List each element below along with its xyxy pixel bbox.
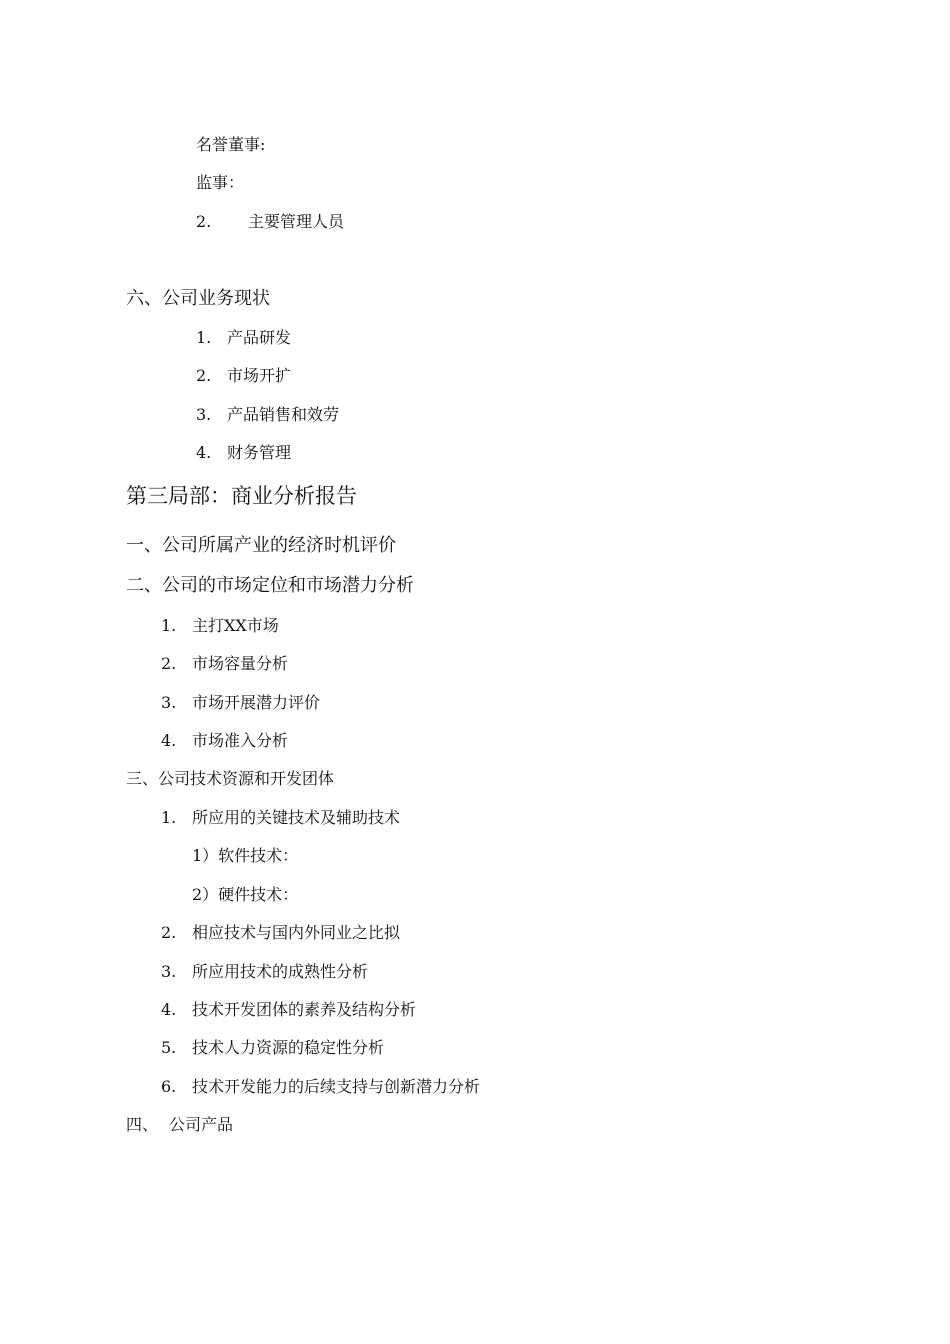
section-heading: 一、公司所属产业的经济时机评价 — [126, 535, 396, 556]
supervisor-label: 监事： — [196, 173, 245, 192]
list-item-number: 2. — [196, 212, 212, 231]
list-item-number: 2. — [161, 923, 177, 942]
section-number: 四、 — [126, 1115, 159, 1134]
list-item-text: 技术开发团体的素养及结构分析 — [192, 1000, 417, 1019]
honorary-director-label: 名誉董事: — [196, 135, 266, 154]
list-item-text: 相应技术与国内外同业之比拟 — [192, 923, 401, 942]
list-item — [161, 1000, 416, 1020]
section-heading: 三、公司技术资源和开发团体 — [126, 769, 335, 788]
list-item-number: 2. — [196, 366, 212, 385]
list-item — [161, 808, 400, 828]
list-item-number: 1. — [161, 616, 177, 635]
sub-list-item: 1）软件技术： — [192, 846, 299, 865]
list-item-number: 3. — [196, 405, 212, 424]
list-item — [161, 616, 279, 636]
list-item-number: 3. — [161, 693, 177, 712]
list-item-text: 所应用的关键技术及辅助技术 — [192, 808, 401, 827]
list-item-number: 4. — [196, 443, 212, 462]
list-item-number: 5. — [161, 1038, 177, 1057]
list-item-text: 市场准入分析 — [192, 731, 289, 750]
list-item-text: 技术开发能力的后续支持与创新潜力分析 — [192, 1077, 481, 1096]
list-item — [161, 1038, 384, 1058]
list-item-text: 所应用技术的成熟性分析 — [192, 962, 369, 981]
list-item-number: 2. — [161, 654, 177, 673]
list-item-number: 4. — [161, 1000, 177, 1019]
list-item — [161, 731, 288, 751]
list-item-number: 1. — [161, 808, 177, 827]
list-item-number: 4. — [161, 731, 177, 750]
list-item — [196, 212, 344, 232]
list-item-text: 主打XX市场 — [192, 616, 279, 635]
list-item — [161, 962, 368, 982]
list-item — [161, 693, 320, 713]
list-item-number: 1. — [196, 328, 212, 347]
section-title: 公司产品 — [169, 1115, 234, 1134]
list-item-text: 技术人力资源的稳定性分析 — [192, 1038, 385, 1057]
list-item-text: 市场开扩 — [227, 366, 292, 385]
list-item-text: 市场开展潜力评价 — [192, 693, 321, 712]
list-item-text: 市场容量分析 — [192, 654, 289, 673]
list-item — [196, 443, 291, 463]
section-heading: 六、公司业务现状 — [126, 288, 270, 309]
list-item-text: 产品研发 — [227, 328, 292, 347]
part-title: 第三局部：商业分析报告 — [126, 484, 357, 508]
list-item — [161, 1077, 480, 1097]
sub-list-item: 2）硬件技术： — [192, 885, 299, 904]
list-item-text: 产品销售和效劳 — [227, 405, 340, 424]
list-item — [161, 654, 288, 674]
list-item — [196, 328, 291, 348]
list-item — [196, 366, 291, 386]
list-item — [161, 923, 400, 943]
list-item-text: 财务管理 — [227, 443, 292, 462]
list-item-number: 3. — [161, 962, 177, 981]
section-heading — [126, 1115, 233, 1135]
section-heading: 二、公司的市场定位和市场潜力分析 — [126, 575, 414, 596]
list-item — [196, 405, 339, 425]
list-item-number: 6. — [161, 1077, 177, 1096]
list-item-text: 主要管理人员 — [248, 212, 345, 231]
